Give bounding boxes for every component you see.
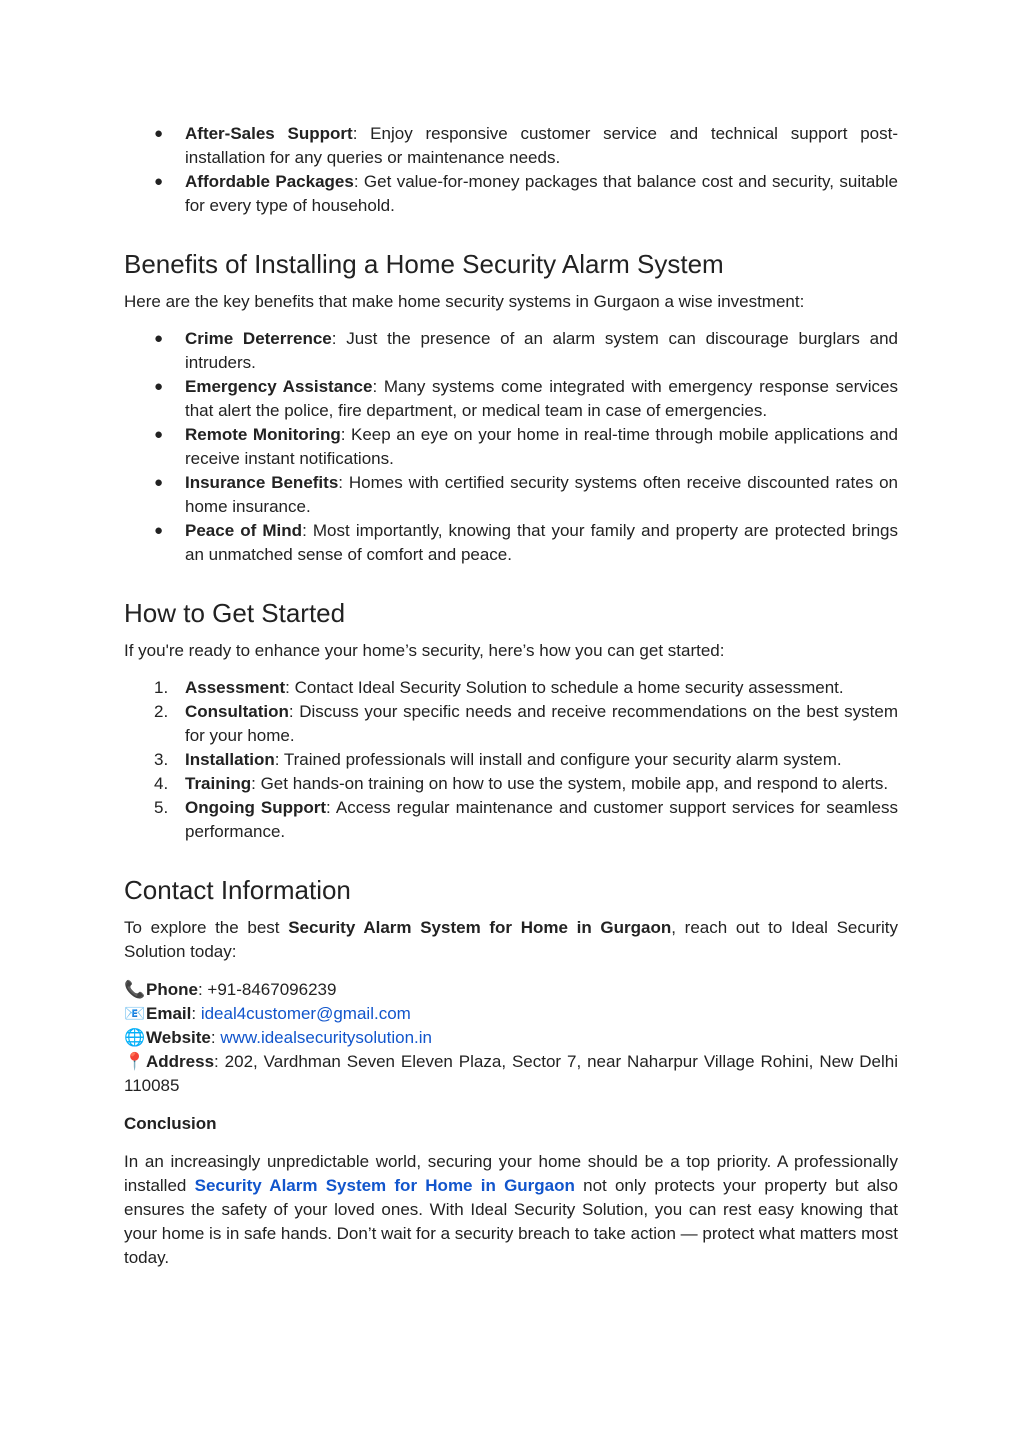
- contact-intro-text-end: , reach out to Ideal Security Solution today:: [124, 918, 898, 961]
- list-item-text: : Enjoy responsive customer service and technical support post-installation for any queries or maintenance needs.: [185, 124, 898, 167]
- benefits-list: [124, 327, 898, 567]
- step-text: : Trained professionals will install and configure your security alarm system.: [274, 750, 842, 769]
- step-item: [124, 700, 898, 748]
- contact-intro-text: To explore the best: [124, 918, 289, 937]
- list-item-term: Peace of Mind: [185, 521, 303, 540]
- step-number: 1.: [154, 678, 169, 697]
- get-started-heading: How to Get Started: [124, 598, 346, 628]
- step-number: 3.: [154, 750, 169, 769]
- step-term: Installation: [185, 750, 275, 769]
- contact-website-label: Website: [146, 1028, 211, 1047]
- list-item-term: After-Sales Support: [185, 124, 353, 143]
- list-item-term: Emergency Assistance: [185, 377, 373, 396]
- conclusion-text-end: not only protects your property but also ensures the safety of your loved ones. With Ideal Security Solution, you can rest easy knowing that your home is in safe hands. Don’t wait for a security breach to take action — protect what matters most today.: [124, 1176, 899, 1267]
- step-term: Consultation: [185, 702, 289, 721]
- bullet-icon: ●: [154, 173, 164, 190]
- conclusion-paragraph: [124, 1150, 898, 1270]
- list-item-text: : Many systems come integrated with emergency response services that alert the police, fire department, or medical team in case of emergencies.: [185, 377, 898, 420]
- website-link[interactable]: www.idealsecuritysolution.in: [220, 1028, 432, 1047]
- step-item: [124, 676, 898, 700]
- contact-email: [124, 1002, 898, 1026]
- list-item: [124, 423, 898, 471]
- list-item-term: Remote Monitoring: [185, 425, 341, 444]
- bullet-icon: ●: [154, 426, 164, 443]
- step-term: Assessment: [185, 678, 286, 697]
- step-text: : Get hands-on training on how to use the system, mobile app, and respond to alerts.: [251, 774, 889, 793]
- list-item: [124, 170, 898, 218]
- list-item-text: : Homes with certified security systems often receive discounted rates on home insurance.: [185, 473, 898, 516]
- contact-website-separator: :: [210, 1028, 221, 1047]
- contact-heading: Contact Information: [124, 875, 351, 905]
- benefits-intro: Here are the key benefits that make home security systems in Gurgaon a wise investment:: [124, 292, 805, 311]
- bullet-icon: ●: [154, 522, 164, 539]
- contact-website: [124, 1026, 898, 1050]
- bullet-icon: ●: [154, 378, 164, 395]
- features-list: [124, 122, 898, 218]
- list-item: [124, 519, 898, 567]
- step-term: Training: [185, 774, 252, 793]
- step-text: : Discuss your specific needs and receive recommendations on the best system for your home.: [185, 702, 898, 745]
- contact-phone-value: : +91-8467096239: [197, 980, 337, 999]
- contact-email-separator: :: [191, 1004, 201, 1023]
- list-item: [124, 327, 898, 375]
- conclusion-text: In an increasingly unpredictable world, securing your home should be a top priority. A professionally installed: [124, 1152, 898, 1195]
- step-term: Ongoing Support: [185, 798, 327, 817]
- get-started-intro: If you're ready to enhance your home’s security, here’s how you can get started:: [124, 641, 725, 660]
- list-item-text: : Just the presence of an alarm system can discourage burglars and intruders.: [185, 329, 898, 372]
- contact-email-label: Email: [146, 1004, 192, 1023]
- list-item-text: : Keep an eye on your home in real-time through mobile applications and receive instant notifications.: [185, 425, 898, 468]
- email-icon: 📧: [124, 1004, 146, 1023]
- list-item-term: Insurance Benefits: [185, 473, 339, 492]
- security-alarm-link[interactable]: Security Alarm System for Home in Gurgaon: [194, 1176, 575, 1195]
- step-text: : Contact Ideal Security Solution to schedule a home security assessment.: [285, 678, 844, 697]
- list-item-term: Crime Deterrence: [185, 329, 332, 348]
- pin-icon: 📍: [124, 1052, 146, 1071]
- phone-icon: 📞: [124, 980, 146, 999]
- list-item-term: Affordable Packages: [185, 172, 354, 191]
- contact-intro: [124, 916, 898, 964]
- conclusion-heading: Conclusion: [124, 1114, 217, 1133]
- contact-phone-label: Phone: [146, 980, 198, 999]
- step-text: : Access regular maintenance and customer support services for seamless performance.: [185, 798, 899, 841]
- step-number: 2.: [154, 702, 169, 721]
- list-item-text: : Get value-for-money packages that balance cost and security, suitable for every type of household.: [185, 172, 898, 215]
- step-number: 4.: [154, 774, 169, 793]
- step-item: [124, 796, 898, 844]
- benefits-heading: Benefits of Installing a Home Security Alarm System: [124, 249, 724, 279]
- bullet-icon: ●: [154, 330, 164, 347]
- step-item: [124, 748, 898, 772]
- contact-address-label: Address: [146, 1052, 215, 1071]
- contact-phone: [124, 978, 898, 1002]
- list-item: [124, 375, 898, 423]
- contact-address: [124, 1050, 898, 1098]
- list-item: [124, 122, 898, 170]
- steps-list: [124, 676, 898, 844]
- contact-intro-keyword: Security Alarm System for Home in Gurgaon: [288, 918, 672, 937]
- contact-address-value: : 202, Vardhman Seven Eleven Plaza, Sector 7, near Naharpur Village Rohini, New Delhi 110085: [124, 1052, 898, 1095]
- bullet-icon: ●: [154, 125, 164, 142]
- email-link[interactable]: ideal4customer@gmail.com: [200, 1004, 411, 1023]
- step-item: [124, 772, 898, 796]
- bullet-icon: ●: [154, 474, 164, 491]
- step-number: 5.: [154, 798, 169, 817]
- list-item-text: : Most importantly, knowing that your family and property are protected brings an unmatched sense of comfort and peace.: [185, 521, 898, 564]
- document-page: [124, 122, 898, 1270]
- globe-icon: 🌐: [124, 1028, 146, 1047]
- contact-details: [124, 978, 898, 1098]
- list-item: [124, 471, 898, 519]
